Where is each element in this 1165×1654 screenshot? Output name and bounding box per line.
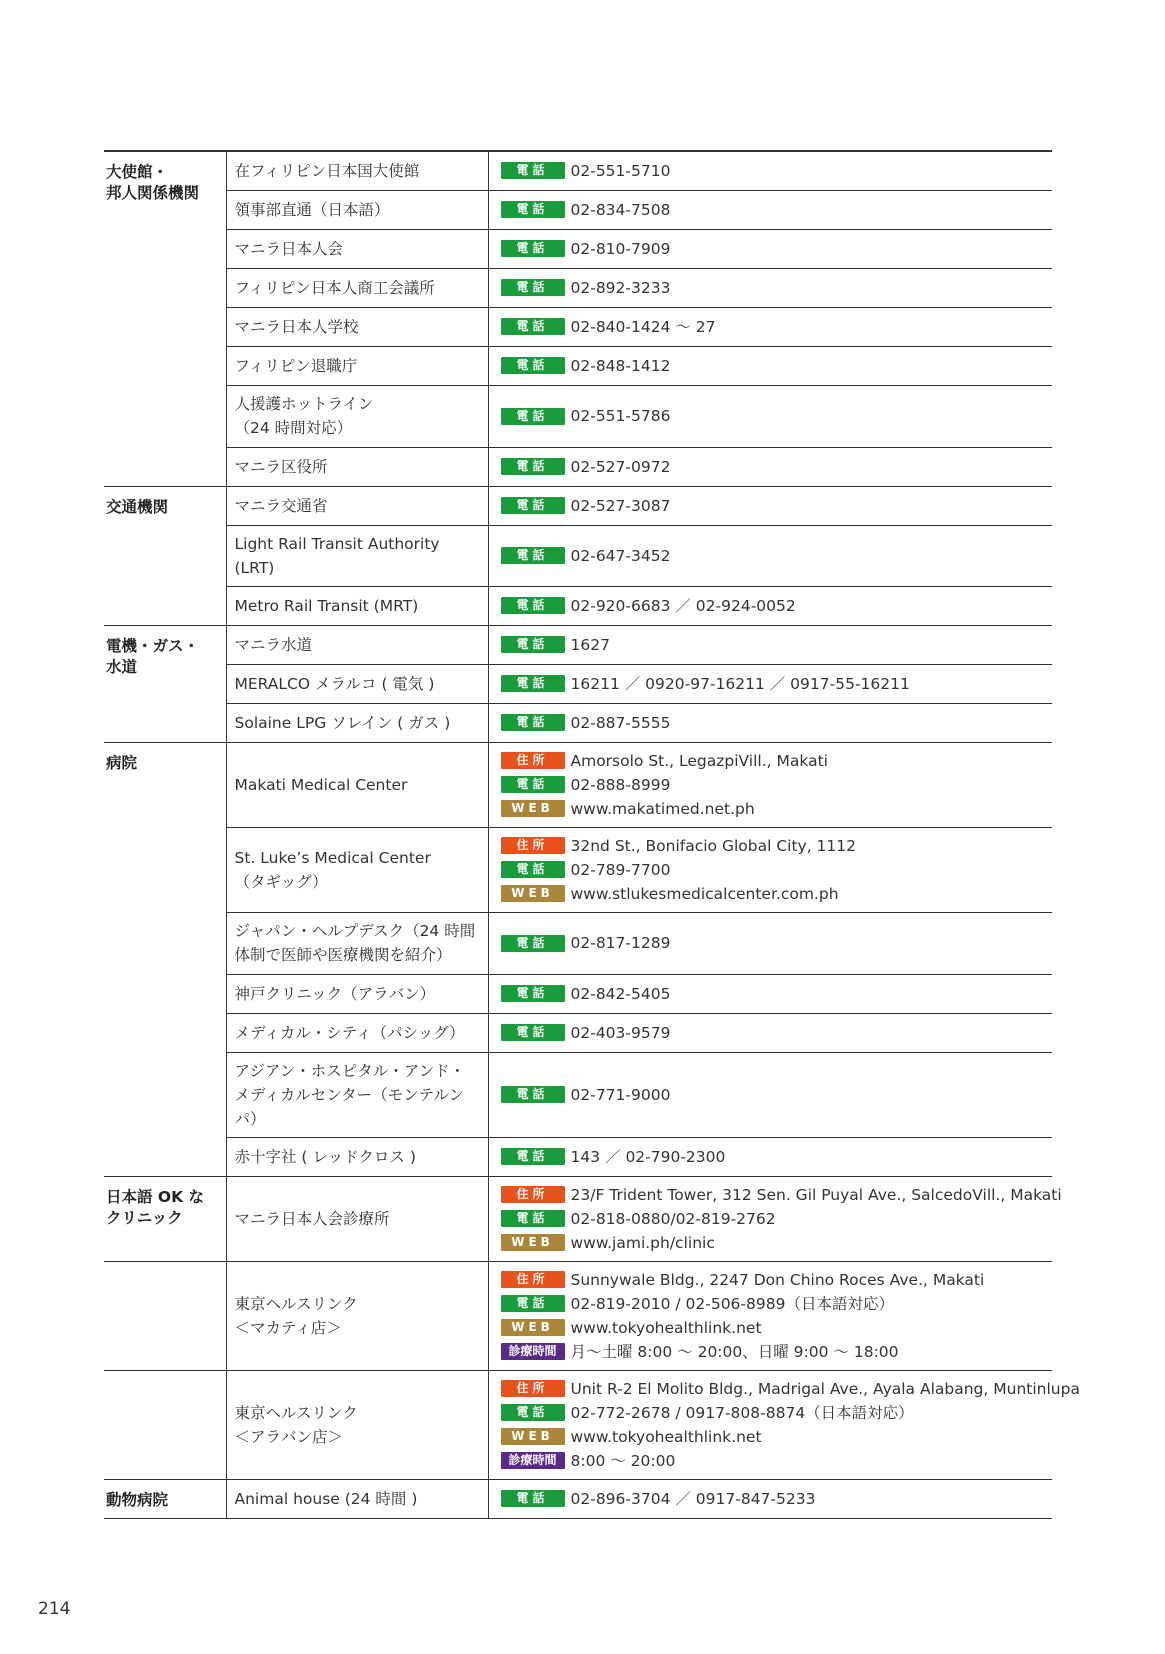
address-text: 32nd St., Bonifacio Global City, 1112 (570, 836, 857, 855)
contact-line (501, 834, 1041, 858)
contact-info (488, 1479, 1052, 1518)
website-link[interactable]: www.makatimed.net.ph (570, 799, 755, 818)
phone-number[interactable]: 02-818-0880/02-819-2762 (570, 1209, 776, 1228)
phone-number[interactable]: 02-842-5405 (570, 984, 671, 1003)
contact-info (488, 1013, 1052, 1052)
contact-info (488, 486, 1052, 525)
phone-number[interactable]: 02-771-9000 (570, 1085, 671, 1104)
web-label-badge: WEB (501, 1428, 565, 1445)
tel-label-badge: 電話 (501, 1404, 565, 1421)
hours-label-badge: 診療時間 (501, 1343, 565, 1360)
contact-info (488, 229, 1052, 268)
contact-line (501, 1316, 1041, 1340)
contact-line (501, 315, 1041, 339)
contact-line (501, 594, 1041, 618)
phone-number[interactable]: 02-647-3452 (570, 546, 671, 565)
phone-number[interactable]: 1627 (570, 635, 610, 654)
table-row (104, 190, 1052, 229)
tel-label-badge: 電話 (501, 1024, 565, 1041)
tel-label-badge: 電話 (501, 636, 565, 653)
contact-info (488, 912, 1052, 974)
directory-body (104, 151, 1080, 1518)
table-row (104, 1176, 1052, 1261)
addr-label-badge: 住所 (501, 752, 565, 769)
contact-info (488, 664, 1052, 703)
tel-label-badge: 電話 (501, 357, 565, 374)
phone-number[interactable]: 143 ／ 02-790-2300 (570, 1147, 726, 1166)
hours-text: 8:00 ～ 20:00 (570, 1451, 676, 1470)
entity-name: ジャパン・ヘルプデスク（24 時間 体制で医師や医療機関を紹介） (226, 912, 488, 974)
tel-label-badge: 電話 (501, 318, 565, 335)
contact-info (488, 151, 1052, 190)
contact-info (488, 974, 1052, 1013)
hours-text: 月～土曜 8:00 ～ 20:00、日曜 9:00 ～ 18:00 (570, 1342, 899, 1361)
tel-label-badge: 電話 (501, 1148, 565, 1165)
entity-name: フィリピン日本人商工会議所 (226, 268, 488, 307)
tel-label-badge: 電話 (501, 408, 565, 425)
table-row (104, 307, 1052, 346)
category-cell (104, 1261, 226, 1370)
tel-label-badge: 電話 (501, 1295, 565, 1312)
contact-info (488, 346, 1052, 385)
category-cell: 大使館・ 邦人関係機関 (104, 151, 226, 486)
contact-info (488, 385, 1052, 447)
addr-label-badge: 住所 (501, 1186, 565, 1203)
contact-info (488, 307, 1052, 346)
phone-number[interactable]: 02-892-3233 (570, 278, 671, 297)
entity-name: MERALCO メラルコ ( 電気 ) (226, 664, 488, 703)
table-row (104, 346, 1052, 385)
tel-label-badge: 電話 (501, 935, 565, 952)
category-cell: 動物病院 (104, 1479, 226, 1518)
entity-name: マニラ交通省 (226, 486, 488, 525)
entity-name: アジアン・ホスピタル・アンド・ メディカルセンター（モンテルンパ） (226, 1052, 488, 1137)
addr-label-badge: 住所 (501, 1271, 565, 1288)
phone-number[interactable]: 02-888-8999 (570, 775, 671, 794)
phone-number[interactable]: 02-772-2678 / 0917-808-8874（日本語対応） (570, 1403, 914, 1422)
website-link[interactable]: www.stlukesmedicalcenter.com.ph (570, 884, 839, 903)
phone-number[interactable]: 02-920-6683 ／ 02-924-0052 (570, 596, 796, 615)
contact-line (501, 1021, 1041, 1045)
entity-name: Light Rail Transit Authority (LRT) (226, 525, 488, 586)
contact-line (501, 711, 1041, 735)
contact-line (501, 237, 1041, 261)
contact-line (501, 1340, 1041, 1364)
directory-table (104, 150, 1080, 1519)
phone-number[interactable]: 02-789-7700 (570, 860, 671, 879)
category-cell: 病院 (104, 742, 226, 1176)
table-row (104, 912, 1052, 974)
table-row (104, 268, 1052, 307)
entity-name: 在フィリピン日本国大使館 (226, 151, 488, 190)
contact-info (488, 1261, 1052, 1370)
contact-info (488, 268, 1052, 307)
category-cell: 交通機関 (104, 486, 226, 625)
tel-label-badge: 電話 (501, 240, 565, 257)
tel-label-badge: 電話 (501, 985, 565, 1002)
tel-label-badge: 電話 (501, 776, 565, 793)
address-text: Unit R-2 El Molito Bldg., Madrigal Ave., Ayala Alabang, Muntinlupa (570, 1379, 1080, 1398)
contact-line (501, 455, 1041, 479)
table-row (104, 1052, 1052, 1137)
table-row (104, 974, 1052, 1013)
contact-line (501, 773, 1041, 797)
entity-name: Solaine LPG ソレイン ( ガス ) (226, 703, 488, 742)
contact-line (501, 931, 1041, 955)
web-label-badge: WEB (501, 800, 565, 817)
web-label-badge: WEB (501, 1234, 565, 1251)
entity-name: 赤十字社 ( レッドクロス ) (226, 1137, 488, 1176)
table-row (104, 1370, 1052, 1479)
phone-number[interactable]: 02-819-2010 / 02-506-8989（日本語対応） (570, 1294, 894, 1313)
contact-line (501, 1083, 1041, 1107)
website-link[interactable]: www.tokyohealthlink.net (570, 1427, 762, 1446)
entity-name: マニラ日本人会 (226, 229, 488, 268)
entity-name: 領事部直通（日本語） (226, 190, 488, 229)
tel-label-badge: 電話 (501, 201, 565, 218)
tel-label-badge: 電話 (501, 458, 565, 475)
entity-name: フィリピン退職庁 (226, 346, 488, 385)
contact-line (501, 1231, 1041, 1255)
tel-label-badge: 電話 (501, 1490, 565, 1507)
tel-label-badge: 電話 (501, 279, 565, 296)
contact-line (501, 1377, 1080, 1401)
hours-label-badge: 診療時間 (501, 1452, 565, 1469)
contact-info (488, 1370, 1080, 1479)
contact-line (501, 1145, 1041, 1169)
contact-line (501, 494, 1041, 518)
tel-label-badge: 電話 (501, 547, 565, 564)
phone-number[interactable]: 02-848-1412 (570, 356, 671, 375)
contact-info (488, 190, 1052, 229)
table-row (104, 1137, 1052, 1176)
contact-info (488, 1137, 1052, 1176)
contact-line (501, 1292, 1041, 1316)
contact-line (501, 159, 1041, 183)
entity-name: 東京ヘルスリンク ＜マカティ店＞ (226, 1261, 488, 1370)
phone-number[interactable]: 02-551-5786 (570, 407, 671, 425)
contact-info (488, 586, 1052, 625)
contact-info (488, 1176, 1062, 1261)
contact-line (501, 404, 1041, 428)
web-label-badge: WEB (501, 885, 565, 902)
table-row (104, 827, 1052, 912)
contact-line (501, 858, 1041, 882)
phone-number[interactable]: 02-896-3704 ／ 0917-847-5233 (570, 1489, 816, 1508)
web-label-badge: WEB (501, 1319, 565, 1336)
phone-number[interactable]: 02-527-3087 (570, 496, 671, 515)
contact-info (488, 1052, 1052, 1137)
category-cell (104, 1370, 226, 1479)
phone-number[interactable]: 02-834-7508 (570, 200, 671, 219)
table-row (104, 385, 1052, 447)
table-row (104, 586, 1052, 625)
contact-line (501, 1183, 1062, 1207)
contact-line (501, 1207, 1041, 1231)
table-row (104, 742, 1052, 827)
table-row (104, 486, 1052, 525)
contact-line (501, 672, 1041, 696)
tel-label-badge: 電話 (501, 1210, 565, 1227)
table-row (104, 447, 1052, 486)
phone-number[interactable]: 02-810-7909 (570, 239, 671, 258)
entity-name: 神戸クリニック（アラバン） (226, 974, 488, 1013)
tel-label-badge: 電話 (501, 497, 565, 514)
table-row (104, 625, 1052, 664)
addr-label-badge: 住所 (501, 1380, 565, 1397)
phone-number[interactable]: 02-887-5555 (570, 713, 671, 732)
contact-line (501, 354, 1041, 378)
contact-line (501, 1425, 1041, 1449)
phone-number[interactable]: 02-527-0972 (570, 457, 671, 476)
table-row (104, 664, 1052, 703)
entity-name: メディカル・シティ（パシッグ） (226, 1013, 488, 1052)
contact-info (488, 827, 1052, 912)
entity-name: 東京ヘルスリンク ＜アラバン店＞ (226, 1370, 488, 1479)
table-row (104, 1261, 1052, 1370)
address-text: 23/F Trident Tower, 312 Sen. Gil Puyal Ave., SalcedoVill., Makati (570, 1185, 1062, 1204)
tel-label-badge: 電話 (501, 1086, 565, 1103)
website-link[interactable]: www.tokyohealthlink.net (570, 1318, 762, 1337)
entity-name: St. Luke’s Medical Center （タギッグ） (226, 827, 488, 912)
tel-label-badge: 電話 (501, 162, 565, 179)
contact-line (501, 633, 1041, 657)
entity-name: マニラ日本人学校 (226, 307, 488, 346)
entity-name: 人援護ホットライン （24 時間対応） (226, 385, 488, 447)
entity-name: Animal house (24 時間 ) (226, 1479, 488, 1518)
table-row (104, 151, 1052, 190)
contact-line (501, 982, 1041, 1006)
contact-line (501, 797, 1041, 821)
contact-line (501, 1268, 1041, 1292)
contact-info (488, 703, 1052, 742)
contact-line (501, 276, 1041, 300)
page-number: 214 (38, 1599, 71, 1619)
contact-line (501, 198, 1041, 222)
contact-info (488, 742, 1052, 827)
address-text: Amorsolo St., LegazpiVill., Makati (570, 751, 828, 770)
category-cell: 電機・ガス・ 水道 (104, 625, 226, 742)
phone-number[interactable]: 02-840-1424 ～ 27 (570, 317, 716, 336)
category-cell: 日本語 OK な クリニック (104, 1176, 226, 1261)
contact-line (501, 749, 1041, 773)
table-row (104, 1013, 1052, 1052)
phone-number[interactable]: 16211 ／ 0920-97-16211 ／ 0917-55-16211 (570, 674, 910, 693)
tel-label-badge: 電話 (501, 675, 565, 692)
contact-line (501, 1401, 1041, 1425)
phone-number[interactable]: 02-403-9579 (570, 1023, 671, 1042)
table-row (104, 229, 1052, 268)
entity-name: マニラ水道 (226, 625, 488, 664)
tel-label-badge: 電話 (501, 597, 565, 614)
contact-line (501, 1487, 1041, 1511)
contact-line (501, 882, 1041, 906)
table-row (104, 703, 1052, 742)
phone-number[interactable]: 02-551-5710 (570, 161, 671, 180)
website-link[interactable]: www.jami.ph/clinic (570, 1233, 715, 1252)
addr-label-badge: 住所 (501, 837, 565, 854)
contact-line (501, 544, 1041, 568)
entity-name: Metro Rail Transit (MRT) (226, 586, 488, 625)
contact-line (501, 1449, 1041, 1473)
contact-info (488, 625, 1052, 664)
table-row (104, 525, 1052, 586)
phone-number[interactable]: 02-817-1289 (570, 934, 671, 952)
contact-info (488, 525, 1052, 586)
tel-label-badge: 電話 (501, 714, 565, 731)
table-row (104, 1479, 1052, 1518)
entity-name: マニラ区役所 (226, 447, 488, 486)
entity-name: Makati Medical Center (226, 742, 488, 827)
tel-label-badge: 電話 (501, 861, 565, 878)
address-text: Sunnywale Bldg., 2247 Don Chino Roces Ave., Makati (570, 1270, 985, 1289)
contact-info (488, 447, 1052, 486)
entity-name: マニラ日本人会診療所 (226, 1176, 488, 1261)
